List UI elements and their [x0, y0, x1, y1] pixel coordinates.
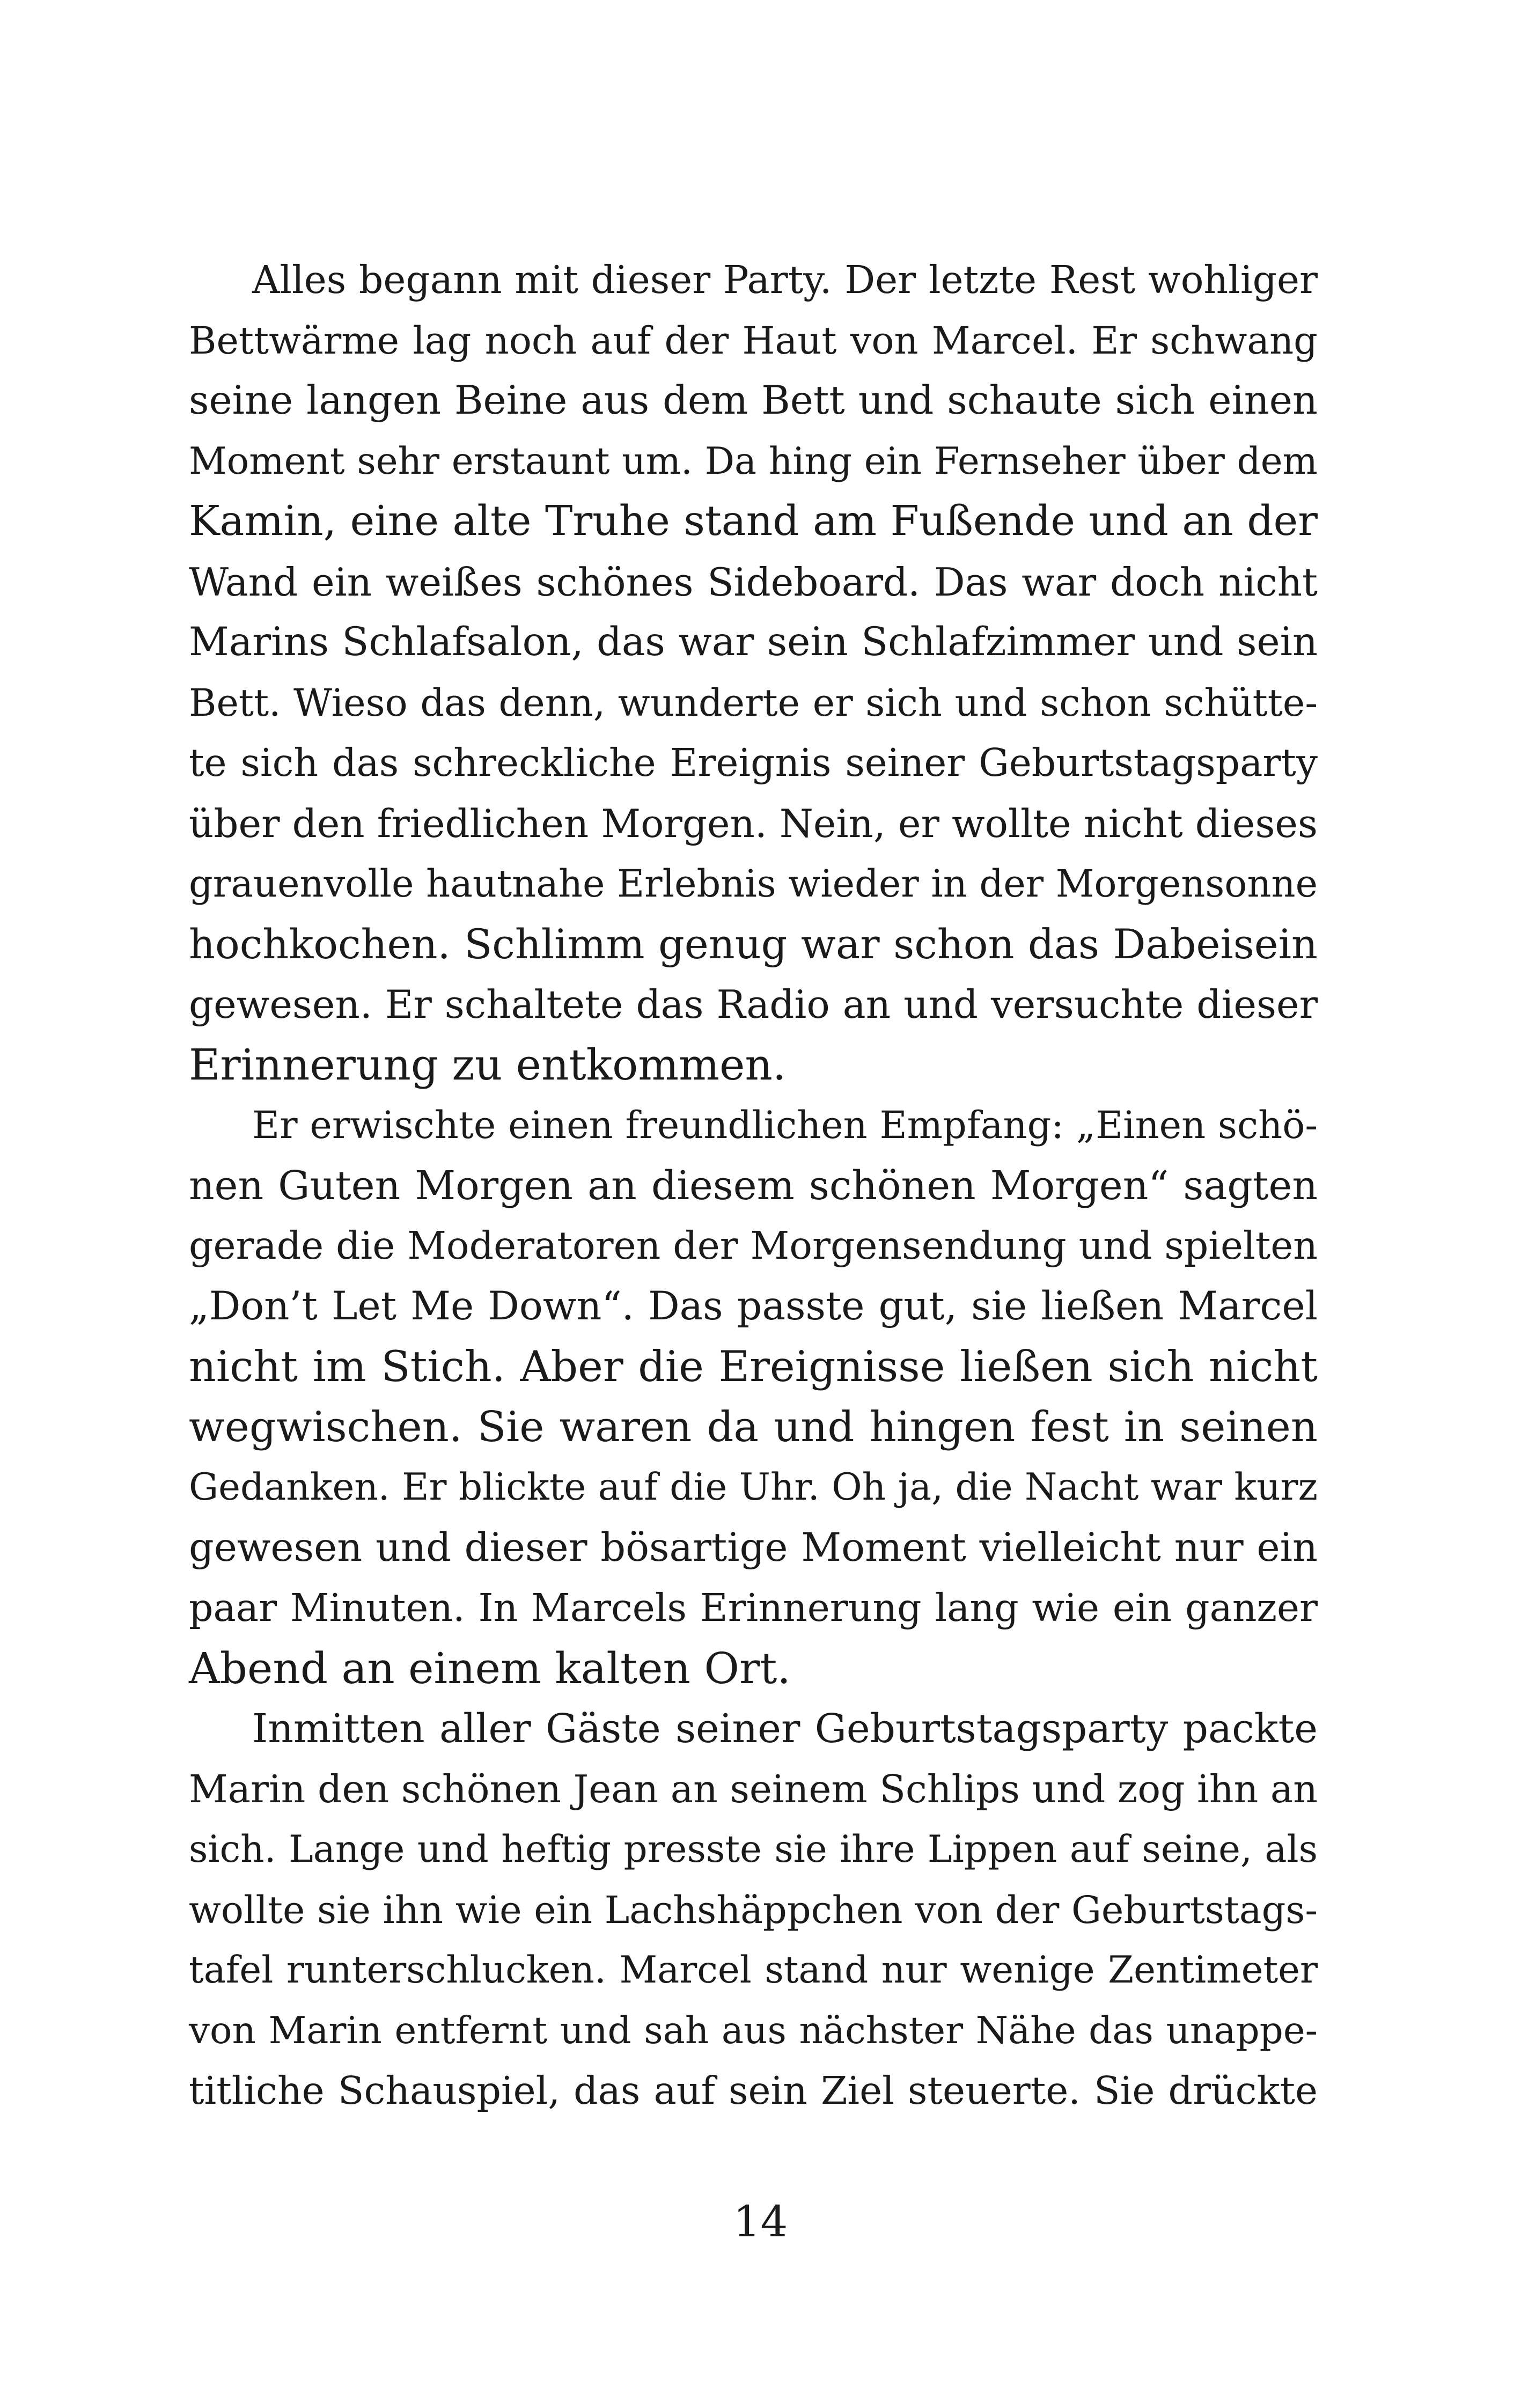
text-line: seine langen Beine aus dem Bett und schaute sich einen — [189, 378, 1318, 423]
text-line: nicht im Stich. Aber die Ereignisse ließen sich nicht — [189, 1342, 1318, 1391]
page-number: 14 — [733, 2197, 788, 2247]
text-line: Bett. Wieso das denn, wunderte er sich und schon schütte- — [189, 680, 1318, 725]
text-line: te sich das schreckliche Ereignis seiner Geburtstagsparty — [189, 740, 1318, 785]
text-line: tafel runterschlucken. Marcel stand nur wenige Zentimeter — [189, 1949, 1318, 1992]
text-line: Gedanken. Er blickte auf die Uhr. Oh ja, die Nacht war kurz — [189, 1466, 1318, 1509]
text-line: paar Minuten. In Marcels Erinnerung lang wie ein ganzer — [189, 1585, 1318, 1630]
paragraph — [189, 1095, 1318, 1699]
text-line: Alles begann mit dieser Party. Der letzte Rest wohliger — [252, 258, 1318, 302]
body-text — [189, 250, 1318, 2121]
text-line: Marins Schlafsalon, das war sein Schlafzimmer und sein — [189, 619, 1318, 665]
text-line: „Don’t Let Me Down“. Das passte gut, sie ließen Marcel — [189, 1283, 1318, 1329]
text-line: Marin den schönen Jean an seinem Schlips und zog ihn an — [189, 1766, 1318, 1811]
text-line: Bettwärme lag noch auf der Haut von Marcel. Er schwang — [189, 318, 1318, 363]
text-line: Wand ein weißes schönes Sideboard. Das war doch nicht — [189, 559, 1318, 605]
text-line: sich. Lange und heftig presste sie ihre Lippen auf seine, als — [189, 1828, 1318, 1871]
text-line: Er erwischte einen freundlichen Empfang: „Einen schö- — [252, 1103, 1318, 1147]
text-line: von Marin entfernt und sah aus nächster Nähe das unappe- — [189, 2009, 1318, 2052]
text-line: über den friedlichen Morgen. Nein, er wollte nicht dieses — [189, 801, 1318, 846]
text-line: Moment sehr erstaunt um. Da hing ein Fernseher über dem — [189, 439, 1318, 483]
text-line: gewesen. Er schaltete das Radio an und versuchte dieser — [189, 982, 1318, 1027]
text-line: Erinnerung zu entkommen. — [189, 1039, 787, 1090]
text-line: Abend an einem kalten Ort. — [189, 1643, 791, 1693]
text-line: titliche Schauspiel, das auf sein Ziel steuerte. Sie drückte — [189, 2068, 1318, 2113]
text-line: gerade die Moderatoren der Morgensendung und spielten — [189, 1223, 1318, 1268]
paragraph — [189, 250, 1318, 1095]
text-line: nen Guten Morgen an diesem schönen Morgen“ sagten — [189, 1162, 1318, 1209]
text-line: wollte sie ihn wie ein Lachshäppchen von der Geburtstags- — [189, 1888, 1318, 1932]
text-line: wegwischen. Sie waren da und hingen fest in seinen — [189, 1403, 1318, 1451]
text-line: grauenvolle hautnahe Erlebnis wieder in der Morgensonne — [189, 862, 1318, 906]
text-line: hochkochen. Schlimm genug war schon das Dabeisein — [189, 920, 1318, 968]
paragraph — [189, 1699, 1318, 2121]
text-line: gewesen und dieser bösartige Moment vielleicht nur ein — [189, 1524, 1318, 1570]
text-line: Inmitten aller Gäste seiner Geburtstagsparty packte — [252, 1706, 1318, 1752]
text-line: Kamin, eine alte Truhe stand am Fußende und an der — [189, 497, 1318, 545]
